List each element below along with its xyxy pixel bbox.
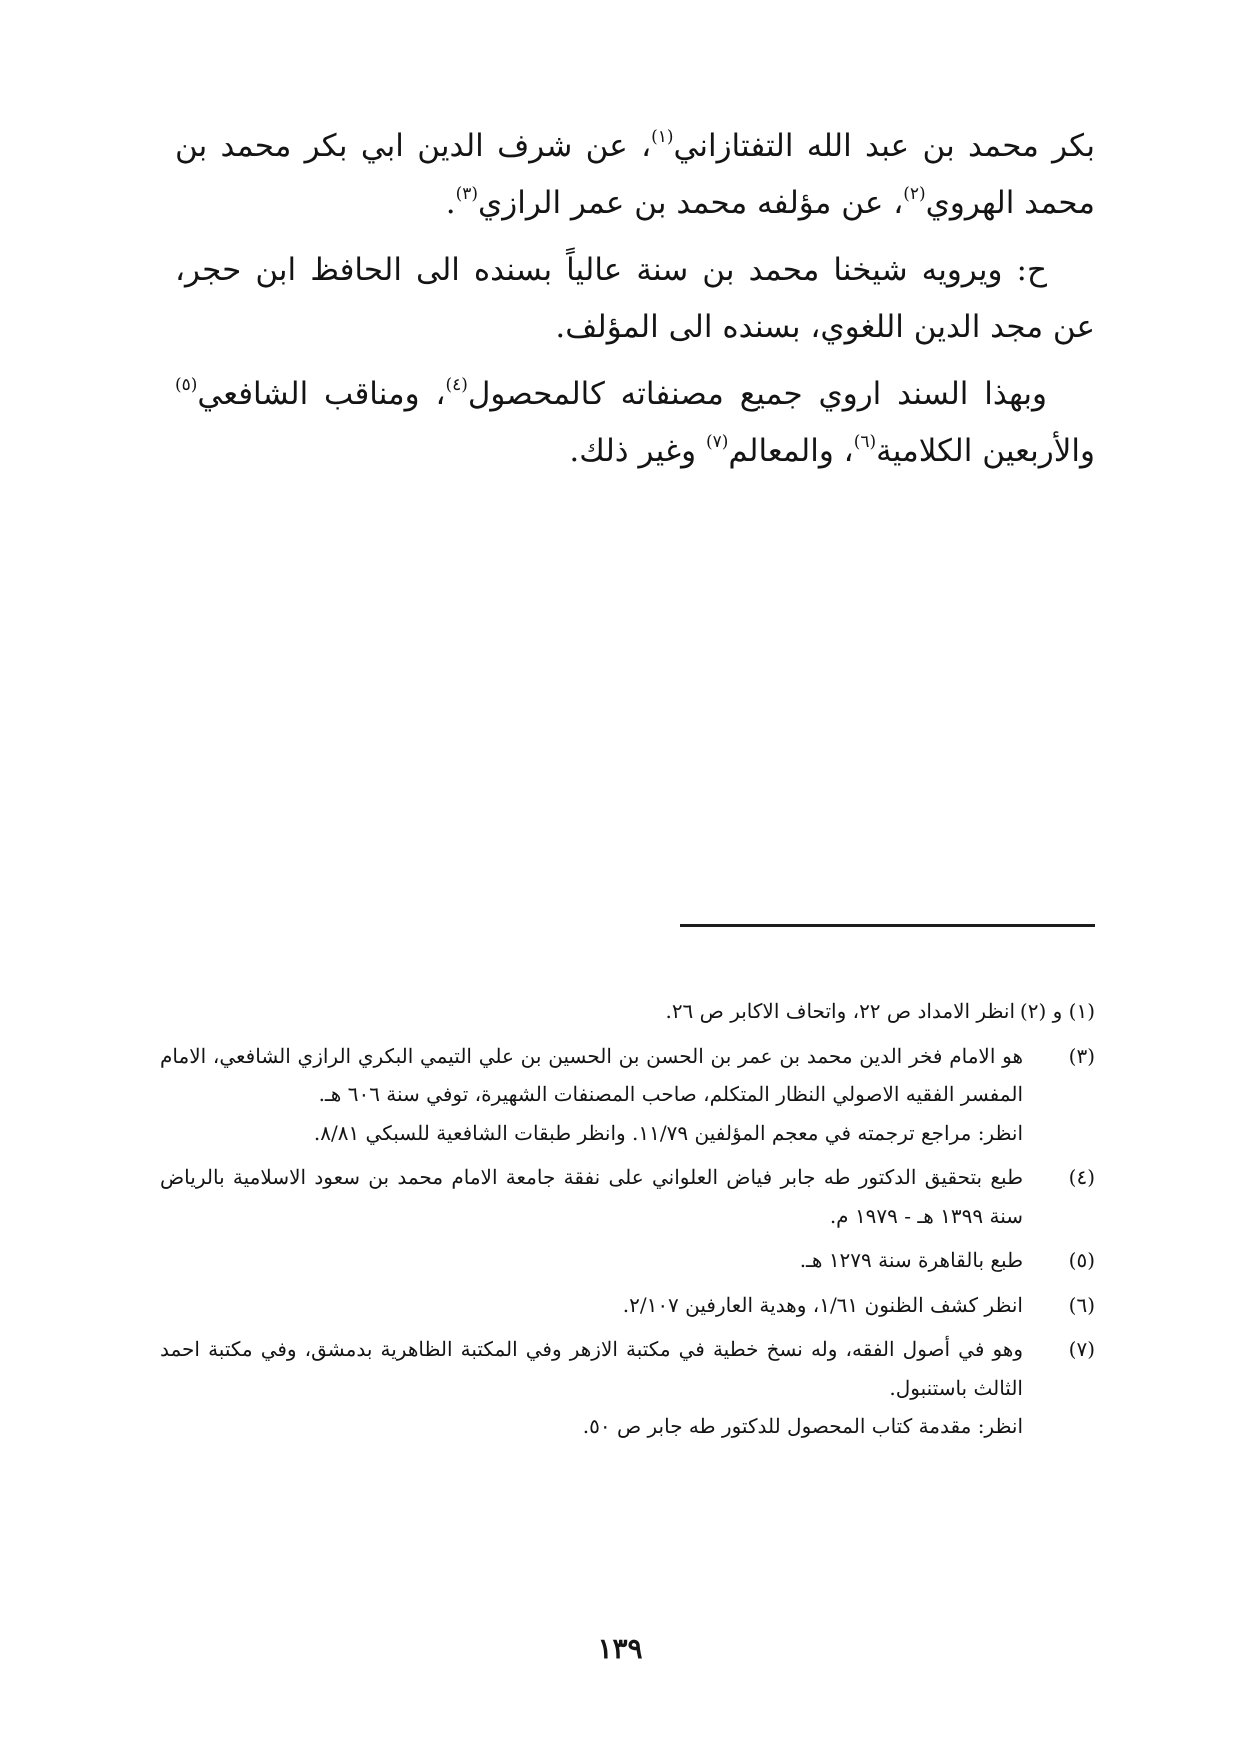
footnote-number: (٧): [1068, 1337, 1095, 1361]
footnote-line: وهو في أصول الفقه، وله نسخ خطية في مكتبة الازهر وفي المكتبة الظاهرية بدمشق، وفي مكتبة احمد الثالث باستنبول.: [160, 1337, 1023, 1400]
paragraph-1-text-d: .: [445, 185, 456, 221]
paragraph-3-text-e: وغير ذلك.: [569, 433, 706, 469]
paragraph-3-text-b: ، ومناقب الشافعي: [197, 376, 446, 412]
page-number: ١٣٩: [597, 1632, 643, 1665]
footnote-text: [160, 992, 1015, 1031]
footnote-ref-1: (١): [651, 127, 674, 147]
footnote-text: [160, 1286, 1023, 1325]
footnote-line: انظر: مراجع ترجمته في معجم المؤلفين ١١/٧٩. وانظر طبقات الشافعية للسبكي ٨/٨١.: [313, 1120, 1023, 1145]
paragraph-3: [175, 366, 1095, 480]
footnote-ref-5: (٥): [175, 375, 198, 395]
footnote-ref-3: (٣): [455, 184, 479, 204]
footnote-line: انظر كشف الظنون ١/٦١، وهدية العارفين ٢/١٠٧.: [622, 1292, 1023, 1317]
footnote-line: انظر: مقدمة كتاب المحصول للدكتور طه جابر ص ٥٠.: [582, 1414, 1023, 1438]
footnote-line: طبع بتحقيق الدكتور طه جابر فياض العلواني على نفقة جامعة الامام محمد بن سعود الاسلامية بالرياض سنة ١٣٩٩ هـ - ١٩٧٩ م.: [160, 1165, 1023, 1228]
footnote-number: (٤): [1068, 1165, 1095, 1189]
paragraph-1: [175, 118, 1095, 232]
footnote-ref-2: (٢): [903, 184, 926, 204]
paragraph-1-text-a: بكر محمد بن عبد الله التفتازاني: [673, 128, 1095, 164]
paragraph-3-text-d: ، والمعالم: [728, 433, 854, 469]
footnote-ref-4: (٤): [445, 375, 468, 395]
footnotes: [160, 992, 1095, 1452]
footnote-line: انظر الامداد ص ٢٢، واتحاف الاكابر ص ٢٦.: [665, 999, 1015, 1023]
footnote-text: [160, 1330, 1023, 1446]
footnote-line: هو الامام فخر الدين محمد بن عمر بن الحسن بن الحسين بن علي التيمي البكري الرازي الشافعي، الامام المفسر الفقيه الاصولي النظار المتكلم، صاحب المصنفات الشهيرة، توفي سنة ٦٠٦ هـ.: [160, 1043, 1023, 1106]
paragraph-3-text-a: وبهذا السند اروي جميع مصنفاته كالمحصول: [467, 376, 1047, 412]
paragraph-3-text-c: والأربعين الكلامية: [876, 433, 1095, 469]
footnote-line: طبع بالقاهرة سنة ١٢٧٩ هـ.: [799, 1248, 1023, 1272]
footnote-number: (٦): [1068, 1292, 1095, 1317]
footnote-1-2: [160, 992, 1095, 1031]
paragraph-1-text-b: ، عن شرف الدين ابي بكر محمد بن محمد الهروي: [175, 128, 1095, 221]
footnote-text: [160, 1158, 1023, 1235]
footnote-number: (٣): [1068, 1043, 1095, 1068]
paragraph-1-text-c: ، عن مؤلفه محمد بن عمر الرازي: [478, 185, 904, 221]
footnote-number: (١) و (٢): [1019, 999, 1095, 1023]
footnote-7: [160, 1330, 1095, 1446]
footnote-text: [160, 1241, 1023, 1280]
footnote-ref-7: (٧): [705, 432, 729, 452]
footnote-4: [160, 1158, 1095, 1235]
footnote-text: [160, 1037, 1023, 1153]
main-text: [175, 118, 1095, 490]
footnote-ref-6: (٦): [853, 432, 877, 452]
footnote-6: [160, 1286, 1095, 1325]
paragraph-2: ح: ويرويه شيخنا محمد بن سنة عالياً بسنده الى الحافظ ابن حجر، عن مجد الدين اللغوي، بسنده الى المؤلف.: [175, 252, 1095, 345]
footnote-number: (٥): [1068, 1248, 1095, 1272]
footnote-3: [160, 1037, 1095, 1153]
footnote-5: [160, 1241, 1095, 1280]
footnote-separator: [680, 924, 1095, 927]
